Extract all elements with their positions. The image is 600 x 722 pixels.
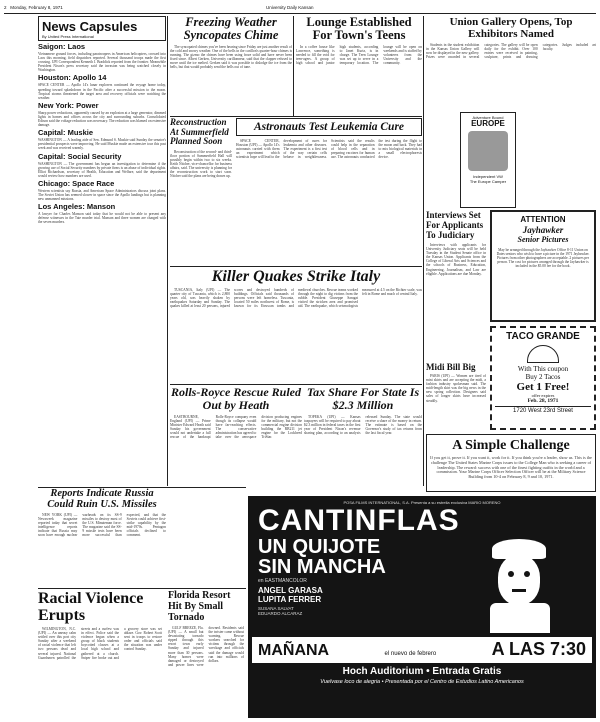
lounge-body: In a coffee house like Lawrence, something is needed to fill the void for teen-agers. A group of high school and junior high students, according to Janet Kurtz, is in charge. The Teen Lounge was set up to serve in a temporary location. The lounge will be open on weekends and is staffed by volunteers from the University and the community. [296,45,422,66]
masthead [4,4,596,12]
capsule-heading: Los Angeles: Manson [38,202,116,212]
cantinflas-ad [248,496,596,718]
union-gallery-body: Students in the student exhibition in the Kansas Union Gallery will now be displayed in the new gallery. Prizes were awarded in several categories. The gallery will be open daily for the exhibit. Over 100 entries were received in painting, sculpture, prints and drawing categories. Judges included art faculty. [426,43,596,60]
cantinflas-day: MAÑANA [258,642,330,659]
simple-challenge-ad [426,434,596,492]
capsule-heading: Capital: Social Security [38,151,122,161]
syncopates-headline: Freezing Weather Syncopates Chime [183,16,279,42]
reconstruction-body: Reconstruction of the second- and third-floor portion of Summerfield Hall will possibly begin within two to six weeks. Keith Nitcher, vice-chancellor for business affairs, said. The university is planning for the reconstruction work to start soon. Nitcher said the plans are being drawn up. [170,149,232,179]
cantinflas-date: el nuevo de febrero [384,651,437,657]
capsule-item [38,74,166,99]
caricature-eye-left [508,571,514,577]
florida-resort-headline: Florida Resort Hit By Small Tornado [168,590,231,623]
jayhawker-ad-body: May be arranged through the Jayhawker Office 8-11 Union on Dates seniors who wish to have a picture in the 1971 Jayhawker. Pictures from other photographers are acceptable. 2 pictures per person. The cost for pictures arranged through the Jayhawker is included in the $5.00 fee for the book. [496,248,590,269]
cantinflas-tagline: Vuelvase loco de alegria • Presentada por el Centro de Estudios Latino Americanos [320,679,524,685]
jayhawker-ad-line-2: Jayhawker [522,225,564,235]
article-syncopates [170,16,292,116]
europe-ad-line-1: Adventure Bound [472,115,504,120]
news-capsules-byline: By United Press International [42,34,94,39]
taco-grande-title: TACO GRANDE [506,331,580,342]
news-capsules [38,16,166,486]
article-interviews [426,210,486,360]
capsule-heading: New York: Power [38,100,99,110]
jayhawker-ad-line-3: Senior Pictures [517,235,569,244]
midi-bill-headline: Midi Bill Big [426,362,476,372]
capsule-body: SPACE CENTER — Apollo 14's lunar explorers continued the voyage home today, speeding toward splashdown in the Pacific after a successful mission to the moon. Tropical storms threatened the target area and recovery officials were watching the weather. [38,83,166,100]
capsule-heading: Capital: Muskie [38,128,94,138]
midi-bill-body: PARIS (UPI) — Women are tired of mini skirts and are accepting the midi, a fashion industry spokesman said. The midi-length skirt was the big news in the new spring collection. Designers said sales of longer skirts have increased steadily. [426,374,486,403]
leukemia-headline: Astronauts Test Leukemia Cure [253,121,405,133]
simple-challenge-headline: A Simple Challenge [452,438,570,453]
capsule-item [38,153,166,178]
capsule-list [38,43,166,224]
page-number: 2 [4,5,7,10]
taco-line-1: With This coupon [517,365,569,373]
taco-expires: offer expires [531,393,555,398]
capsule-item [38,203,166,224]
caricature-mouth [512,589,526,592]
capsule-body: WASHINGTON — The government has begun an investigation to determine if the growing use of Social Security numbers by private firms is an abuse of individual rights. Elliot Richardson, secretary of Health, Education and Welfare, said the department would review how numbers are used. [38,161,166,178]
caricature-eye-right [524,571,530,577]
article-reconstruction [170,118,232,268]
leukemia-body: SPACE CENTER, Houston (UPI) — Apollo 14's astronauts carried with them an experiment which scientists hope will lead to the development of cures for leukemia and other diseases. The experiment is a first test of the way certain cells behave in weightlessness. Scientists said the results could help in the separation of blood cells and in preparing vaccines for human use. The astronauts conducted the test during the flight to the moon and back. They had to mix biological materials in a small electrophoresis device. [236,139,422,160]
simple-challenge-body: If you get it, prove it. If you want it, work for it. If you think you're a leader, show us. This is the challenge The United States Marine Corps issues to the College Man who is seeking a career of leadership. The reward: success with one of the finest fighting outfits in the world and a commission. Your Marine Corps Officer Selection Officer will be at the Military Science Building from 10-4 on February 8, 9 and 10, 1971. [430,455,592,480]
killer-quakes-headline: Killer Quakes Strike Italy [211,268,381,285]
interviews-body: Interviews with applicants for University Judiciary seats will be held Tuesday in the Student Senate office in the Kansas Union. Applicants from the College of Liberal Arts and Sciences and the schools of Business, Education, Engineering, Journalism, and Law are eligible. Applications are due Monday. [426,243,486,276]
caricature-body [490,603,550,633]
article-tax-share [304,386,422,486]
film-title-1: UN QUIJOTE [258,536,381,558]
article-union-gallery [426,16,596,116]
syncopates-body: The syncopated chimes you've been hearing since Friday are just another result of the cold and snowy weather. One of the bells in the carillon's quarter-hour chimes is running. The gizmo the chimes have been using froze solid and have never been fixed since. Albert Gerken, University carillonneur, said that the clapper refused to move until the ice melted. Gerken said it was possible to dislodge the ice from the bells, but that would probably send the bells out of tune. [170,45,292,70]
killer-quakes-body: TUSCANIA, Italy (UPI) — The quarter city of Tuscania, which is 2,800 years old, was heavily shaken by earthquakes Saturday and Sunday. The quakes killed at least 20 persons, injured scores and destroyed hundreds of buildings. Officials said thousands of persons were left homeless. Tuscania, located 50 miles northwest of Rome, is known for its Etruscan tombs and medieval churches. Rescue teams worked through the night to dig victims from the rubble. President Giuseppe Saragat visited the stricken area and promised aid. The earthquake, which seismologists measured at 4.5 on the Richter scale, was felt in Rome and much of central Italy. [170,288,422,309]
europe-ad-line-4: The Europe Camper [469,179,507,184]
tax-share-body: TOPEKA (UPI) — Kansas taxpayers will be required to pay about $2.3 million in federal taxes in the first year of President Nixon's revenue sharing plan, according to an analysis released Sunday. The state would receive a share of the money in return. The estimate is based on the Governor's study of tax returns from the last fiscal year. [304,415,422,436]
rolls-royce-headline: Rolls-Royce Rescue Ruled Out by Heath [171,386,301,412]
capsule-item [38,43,166,72]
article-rolls-royce [170,386,302,486]
article-lounge [296,16,422,116]
europe-ad-line-2: EUROPE [471,119,505,128]
taco-icon [527,345,559,363]
jayhawker-ad [490,210,596,322]
article-midi-bill [426,362,486,430]
cantinflas-title: CANTINFLAS [258,504,460,537]
cast-2: LUPITA FERRER [258,595,322,604]
film-title-2: SIN MANCHA [258,556,386,578]
taco-expire-date: Feb. 28, 1971 [527,398,559,404]
article-killer-quakes [170,268,422,384]
article-racial-violence [38,590,162,720]
europe-ad-line-3: Independent VW [473,174,503,179]
cantinflas-location: Hoch Auditorium • Entrada Gratis [342,666,502,677]
reports-indicate-headline: Reports Indicate Russia Could Ruin U.S. Missiles [47,488,157,510]
taco-line-3: Get 1 Free! [516,381,570,393]
lounge-headline: Lounge Established For Town's Teens [306,16,412,42]
cantinflas-time: A LAS 7:30 [491,639,586,659]
article-florida-resort [168,590,244,720]
cast-1: ANGEL GARASA [258,586,323,595]
taco-address: 1720 West 23rd Street [495,406,591,415]
cast-4: EDUARDO ALCARAZ [258,611,303,616]
capsule-item [38,129,166,150]
masthead-paper-name: University Daily Kansan [266,5,314,10]
cantinflas-caricature [468,537,588,633]
reconstruction-headline: Reconstruction At Summerfield Planned Soon [170,118,229,146]
masthead-date: Monday, February 8, 1971 [10,5,63,10]
capsule-body: WASHINGTON — A leading aide of Sen. Edmund S. Muskie said Sunday the senator's presidential prospects were improving. He said Muskie made an extensive tour this past week and was received warmly. [38,138,166,151]
capsule-heading: Houston: Apollo 14 [38,73,107,83]
news-capsules-title: News Capsules [42,19,138,34]
jayhawker-ad-line-1: ATTENTION [520,215,566,224]
tax-share-headline: Tax Share For State Is $2.3 Million [306,386,420,412]
capsule-heading: Saigon: Laos [38,42,86,51]
article-reports-indicate [38,488,166,588]
reports-indicate-body: NEW YORK (UPI) — Newsweek magazine reported today that secret intelligence reports indicate that Russia may soon have enough nuclear warheads on its SS-9 missiles to destroy most of the U.S. Minuteman force. The magazine said the SS-9 missile tests have been more successful than expected, and that the Soviets could achieve first-strike capability by the mid-1970s. Pentagon officials declined to comment. [38,513,166,538]
taco-line-2: Buy 2 Tacos [525,373,561,381]
taco-grande-ad [490,326,596,430]
capsule-item [38,102,166,127]
europe-ad [460,112,516,208]
union-gallery-headline: Union Gallery Opens, Top Exhibitors Named [449,16,573,40]
capsule-heading: Chicago: Space Race [38,178,115,188]
racial-violence-headline: Racial Violence Erupts [38,590,144,624]
capsule-item [38,180,166,201]
rolls-royce-body: EASTBOURNE, England (UPI) — Prime Minister Edward Heath said Sunday his government would not undertake a full rescue of the bankrupt Rolls-Royce company even though its collapse would have far-reaching effects. The conservative administration has agreed to take over the aerospace division producing engines for the military, but not the commercial engine division building the RB211 jet engine for the Lockheed TriStar. [170,415,302,440]
caricature-face [498,555,540,605]
capsule-body: Vietnamese ground forces, including paratroopers in American helicopters, crossed into Laos this morning, field dispatches reported. Several thousand troops made the first crossing. UPI Correspondent Kenneth J. Braddick reported from the frontier. Meanwhile President Nixon's press secretary said the invasion was being watched closely in Washington. [38,52,166,73]
cast-3: SUSANA SALVAT [258,606,294,611]
capsule-body: A lawyer for Charles Manson said today that he would not be able to present any defense witnesses in the Tate murder trial. Manson and three women are charged with the seven murders. [38,212,166,225]
article-leukemia [236,118,422,264]
capsule-body: Sharp power reductions, apparently caused by an explosion at a large generator, dimmed lights in homes and offices across the city and surrounding suburbs. Consolidated Edison said the voltage reduction was necessary. The reduction was blamed on extensive damage. [38,110,166,128]
capsule-body: Western scientists say Russia, and American Space Administrators discuss joint plans. The Soviet Union has seemed slower in space since the Apollo landings but is planning new unmanned missions. [38,188,166,202]
film-process: en EASTMANCOLOR [258,578,307,584]
florida-resort-body: GULF BREEZE, Fla. (UPI) — A small but devastating tornado ripped through this resort town early Sunday and injured more than 30 persons. Many homes were damaged or destroyed and power lines were downed. Residents said the twister came without warning. Rescue workers searched for victims through the wreckage and officials said the damage would run into millions of dollars. [168,626,244,667]
racial-violence-body: WILMINGTON, N.C. (UPI) — An uneasy calm settled over this port city Sunday after a weekend of racial violence that left two persons dead and several injured. National Guardsmen patrolled the streets and a curfew was in effect. Police said the violence began when a group of black students boycotted classes at a local high school and gathered at a church. Sniper fire broke out and a grocery store was set ablaze. Gov. Robert Scott sent in troops to restore order and officials said the situation was under control Sunday. [38,627,162,660]
cantinflas-top-line: POSA FILMS INTERNATIONAL, S.A. Presenta a su estrella exclusiva MARIO MORENO [343,500,501,505]
interviews-headline: Interviews Set For Applicants To Judiciary [426,210,484,240]
europe-map-icon [468,131,508,171]
